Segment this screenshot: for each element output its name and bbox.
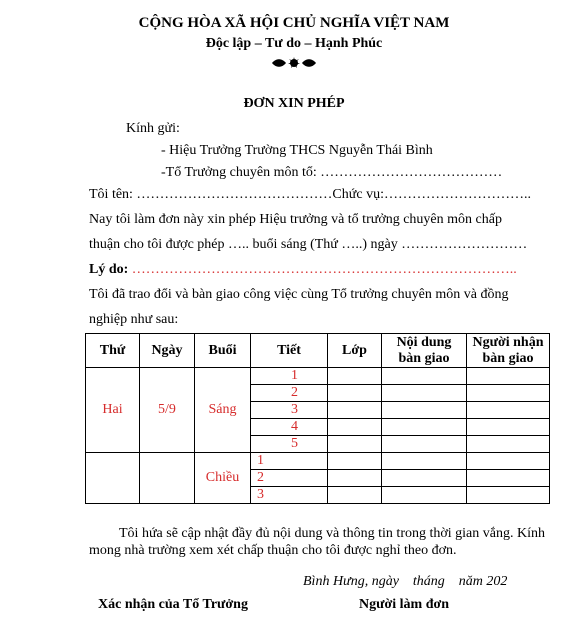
- cell-thu: Hai: [86, 368, 140, 453]
- cell-lop: [328, 385, 382, 402]
- decorative-ornament-icon: [270, 56, 318, 70]
- cell-buoi: Chiều: [195, 453, 251, 504]
- cell-noi-dung: [382, 470, 467, 487]
- cell-tiet: 3: [251, 402, 328, 419]
- kinh-gui-label: Kính gửi:: [126, 121, 180, 136]
- promise-line-1: Tôi hứa sẽ cập nhật đầy đủ nội dung và thông tin trong thời gian vắng. Kính: [119, 526, 545, 541]
- motto: Độc lập – Tư do – Hạnh Phúc: [205, 36, 383, 51]
- header-nguoi-nhan: Người nhận bàn giao: [467, 334, 550, 368]
- header-thu: Thứ: [86, 334, 140, 368]
- cell-nguoi-nhan: [467, 368, 550, 385]
- cell-nguoi-nhan: [467, 487, 550, 504]
- cell-lop: [328, 436, 382, 453]
- cell-buoi: Sáng: [195, 368, 251, 453]
- handover-line-1: Tôi đã trao đổi và bàn giao công việc cùng Tổ trưởng chuyên môn và đồng: [89, 287, 509, 302]
- cell-lop: [328, 453, 382, 470]
- cell-noi-dung: [382, 453, 467, 470]
- header-buoi: Buổi: [195, 334, 251, 368]
- place-date: Bình Hưng, ngày tháng năm 202: [303, 574, 508, 589]
- cell-tiet: 5: [251, 436, 328, 453]
- header-tiet: Tiết: [251, 334, 328, 368]
- cell-noi-dung: [382, 487, 467, 504]
- cell-nguoi-nhan: [467, 419, 550, 436]
- sign-right-label: Người làm đơn: [359, 597, 450, 612]
- reason-line: [89, 262, 517, 278]
- cell-noi-dung: [382, 385, 467, 402]
- cell-nguoi-nhan: [467, 402, 550, 419]
- table-header-row: [86, 334, 550, 368]
- promise-line-2: mong nhà trường xem xét chấp thuận cho tôi được nghỉ theo đơn.: [89, 543, 457, 558]
- cell-noi-dung: [382, 402, 467, 419]
- cell-tiet: 3: [251, 487, 328, 504]
- sign-left-label: Xác nhận của Tổ Trưởng: [98, 597, 248, 612]
- cell-lop: [328, 419, 382, 436]
- table-row: [86, 368, 550, 385]
- cell-tiet: 2: [251, 385, 328, 402]
- cell-tiet: 2: [251, 470, 328, 487]
- request-line-2: thuận cho tôi được phép ….. buổi sáng (Thứ …..) ngày ………………………: [89, 237, 528, 252]
- country-title: CỘNG HÒA XÃ HỘI CHỦ NGHĨA VIỆT NAM: [138, 15, 450, 31]
- cell-lop: [328, 470, 382, 487]
- cell-nguoi-nhan: [467, 385, 550, 402]
- cell-lop: [328, 402, 382, 419]
- cell-tiet: 1: [251, 368, 328, 385]
- cell-tiet: 1: [251, 453, 328, 470]
- cell-tiet: 4: [251, 419, 328, 436]
- cell-noi-dung: [382, 436, 467, 453]
- table-row: [86, 453, 550, 470]
- cell-noi-dung: [382, 419, 467, 436]
- document-title: ĐƠN XIN PHÉP: [243, 96, 345, 111]
- cell-ngay: [140, 453, 195, 504]
- handover-table: [85, 333, 550, 504]
- name-position-line: Tôi tên: ……………………………………Chức vụ:…………………………..: [89, 187, 531, 202]
- cell-ngay: 5/9: [140, 368, 195, 453]
- recipient-principal: - Hiệu Trưởng Trường THCS Nguyễn Thái Bình: [161, 143, 433, 158]
- recipient-group-leader: -Tổ Trưởng chuyên môn tổ: …………………………………: [161, 165, 503, 180]
- cell-nguoi-nhan: [467, 436, 550, 453]
- header-lop: Lớp: [328, 334, 382, 368]
- cell-lop: [328, 368, 382, 385]
- reason-label: Lý do:: [89, 262, 129, 277]
- request-line-1: Nay tôi làm đơn này xin phép Hiệu trưởng và tổ trưởng chuyên môn chấp: [89, 212, 502, 227]
- reason-dots: ………………………………………………………………………..: [128, 262, 517, 277]
- cell-noi-dung: [382, 368, 467, 385]
- header-noi-dung: Nội dung bàn giao: [382, 334, 467, 368]
- handover-line-2: nghiệp như sau:: [89, 312, 179, 327]
- cell-thu: [86, 453, 140, 504]
- cell-nguoi-nhan: [467, 470, 550, 487]
- header-ngay: Ngày: [140, 334, 195, 368]
- cell-nguoi-nhan: [467, 453, 550, 470]
- cell-lop: [328, 487, 382, 504]
